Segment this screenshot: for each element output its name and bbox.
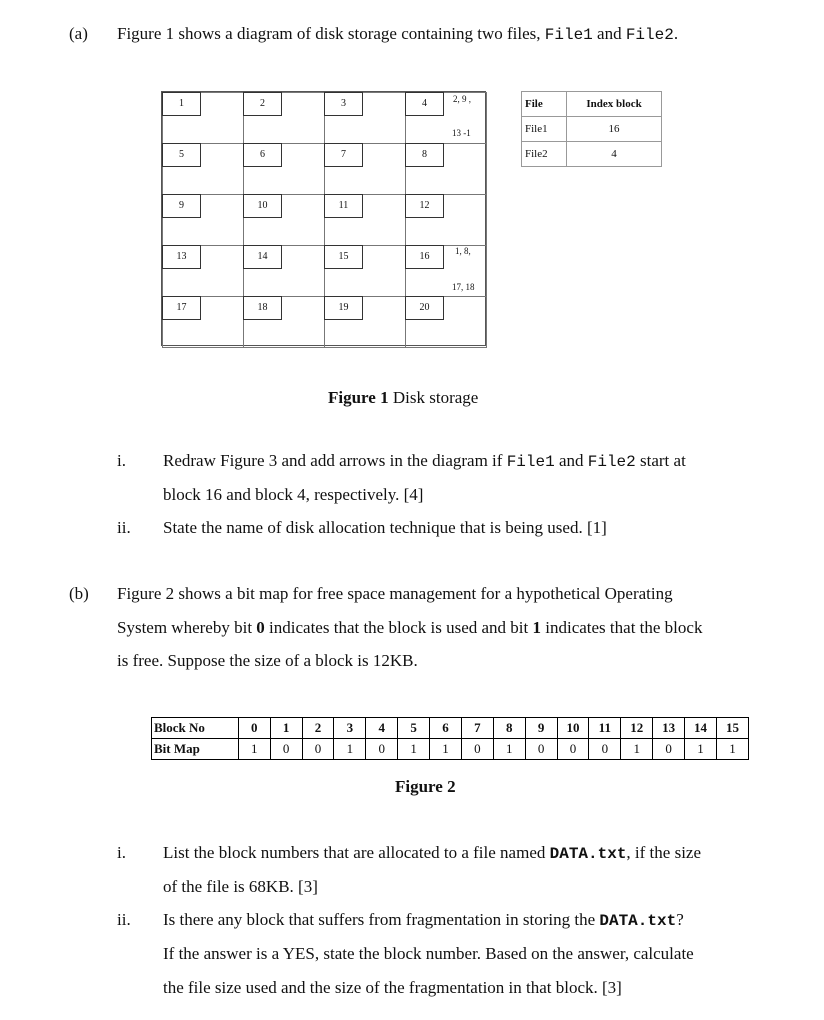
a-q-i-post: start at [635, 451, 686, 470]
bitmap-table [151, 717, 749, 760]
block-number: 11 [324, 194, 363, 218]
a-q-i-line1 [163, 452, 686, 471]
block-number: 2 [243, 92, 282, 116]
block-number: 20 [405, 296, 444, 320]
block-number: 14 [243, 245, 282, 269]
block-no-label: Block No [152, 718, 239, 739]
block-number-cell: 9 [525, 718, 557, 739]
block-number: 10 [243, 194, 282, 218]
bit-cell: 1 [238, 739, 270, 760]
b-q-i-text: List the block numbers that are allocated to a file named [163, 843, 550, 862]
file1-name: File1 [544, 26, 593, 44]
a-q-i-text: Redraw Figure 3 and add arrows in the diagram if [163, 451, 507, 470]
block-number-cell: 3 [334, 718, 366, 739]
b-q-ii-text: Is there any block that suffers from fragmentation in storing the [163, 910, 600, 929]
block4-index-note: 2, 9 , [453, 94, 471, 104]
and-text: and [592, 24, 626, 43]
bit-cell: 0 [270, 739, 302, 760]
a-q-i-file1: File1 [506, 453, 555, 471]
block-number: 17 [162, 296, 201, 320]
block-number-cell: 4 [366, 718, 398, 739]
b-q-ii-line3: the file size used and the size of the fragmentation in that block. [3] [163, 978, 622, 997]
a-q-i-and: and [554, 451, 588, 470]
index-cell: 4 [567, 142, 662, 167]
block-number: 16 [405, 245, 444, 269]
block-number: 3 [324, 92, 363, 116]
b-q-ii-number: ii. [117, 910, 131, 929]
bit-cell: 1 [430, 739, 462, 760]
block-number-cell: 11 [589, 718, 621, 739]
block-number-row [152, 718, 749, 739]
block-number: 5 [162, 143, 201, 167]
block-number: 18 [243, 296, 282, 320]
b-bit1: 1 [532, 618, 541, 637]
block-number: 13 [162, 245, 201, 269]
bit-cell: 0 [366, 739, 398, 760]
bit-cell: 1 [685, 739, 717, 760]
bit-cell: 1 [334, 739, 366, 760]
bit-cell: 0 [653, 739, 685, 760]
block-number: 12 [405, 194, 444, 218]
a-q-i-file2: File2 [587, 453, 636, 471]
part-a-label: (a) [69, 24, 88, 43]
b-q-i-post: , if the size [626, 843, 702, 862]
a-q-ii-number: ii. [117, 518, 131, 537]
b-q-ii-line1 [163, 911, 684, 930]
bit-cell: 1 [716, 739, 748, 760]
b-q-i-line1 [163, 844, 701, 863]
figure1-caption-text: Disk storage [388, 388, 479, 407]
b-bit0: 0 [256, 618, 265, 637]
part-b-label: (b) [69, 584, 89, 603]
bit-cell: 0 [589, 739, 621, 760]
block-number-cell: 14 [685, 718, 717, 739]
block-number: 8 [405, 143, 444, 167]
part-a-intro [117, 25, 678, 44]
b-q-i-number: i. [117, 843, 126, 862]
block16-index-note: 1, 8, [455, 246, 471, 256]
block-number-cell: 0 [238, 718, 270, 739]
block-number: 9 [162, 194, 201, 218]
b-q-i-line2: of the file is 68KB. [3] [163, 877, 318, 896]
disk-storage-grid [161, 91, 486, 346]
a-q-i-line2: block 16 and block 4, respectively. [4] [163, 485, 424, 504]
bit-cell: 0 [461, 739, 493, 760]
file-cell: File2 [522, 142, 567, 167]
part-b-line3: is free. Suppose the size of a block is 12KB. [117, 651, 418, 670]
b-line2-e: indicates that the block [541, 618, 703, 637]
block-number-cell: 13 [653, 718, 685, 739]
figure1-caption-bold: Figure 1 [328, 388, 389, 407]
bit-map-row [152, 739, 749, 760]
bit-cell: 1 [493, 739, 525, 760]
bit-map-label: Bit Map [152, 739, 239, 760]
index-block-header: Index block [567, 92, 662, 117]
bit-cell: 0 [525, 739, 557, 760]
block-number: 7 [324, 143, 363, 167]
a-q-ii-text: State the name of disk allocation technique that is being used. [1] [163, 518, 607, 537]
block-number-cell: 8 [493, 718, 525, 739]
index-cell: 16 [567, 117, 662, 142]
file-header: File [522, 92, 567, 117]
block4-index-note: 13 -1 [452, 128, 471, 138]
block-number-cell: 15 [716, 718, 748, 739]
b-line2-c: indicates that the block is used and bit [264, 618, 533, 637]
block-number-cell: 10 [557, 718, 589, 739]
block-number: 15 [324, 245, 363, 269]
b-q-ii-line2: If the answer is a YES, state the block number. Based on the answer, calculate [163, 944, 694, 963]
b-q-ii-post: ? [676, 910, 684, 929]
b-line2-a: System whereby bit [117, 618, 257, 637]
block-number-cell: 2 [302, 718, 334, 739]
file2-name: File2 [625, 26, 674, 44]
block-number: 6 [243, 143, 282, 167]
figure2-caption: Figure 2 [395, 777, 456, 796]
block-number: 4 [405, 92, 444, 116]
block-number: 19 [324, 296, 363, 320]
part-b-line1: Figure 2 shows a bit map for free space management for a hypothetical Operating [117, 584, 673, 603]
block16-index-note: 17, 18 [452, 282, 475, 292]
block-number-cell: 12 [621, 718, 653, 739]
intro-text: Figure 1 shows a diagram of disk storage containing two files, [117, 24, 545, 43]
block-number-cell: 1 [270, 718, 302, 739]
block-number-cell: 5 [398, 718, 430, 739]
b-q-ii-file: DATA.txt [599, 912, 677, 930]
file-cell: File1 [522, 117, 567, 142]
bit-cell: 0 [557, 739, 589, 760]
file-index-table [521, 91, 662, 167]
a-q-i-number: i. [117, 451, 126, 470]
part-b-line2 [117, 619, 702, 636]
bit-cell: 1 [621, 739, 653, 760]
block-number: 1 [162, 92, 201, 116]
bit-cell: 1 [398, 739, 430, 760]
b-q-i-file: DATA.txt [549, 845, 627, 863]
bit-cell: 0 [302, 739, 334, 760]
block-number-cell: 7 [461, 718, 493, 739]
figure1-caption [328, 389, 478, 406]
block-number-cell: 6 [430, 718, 462, 739]
period-text: . [673, 24, 679, 43]
